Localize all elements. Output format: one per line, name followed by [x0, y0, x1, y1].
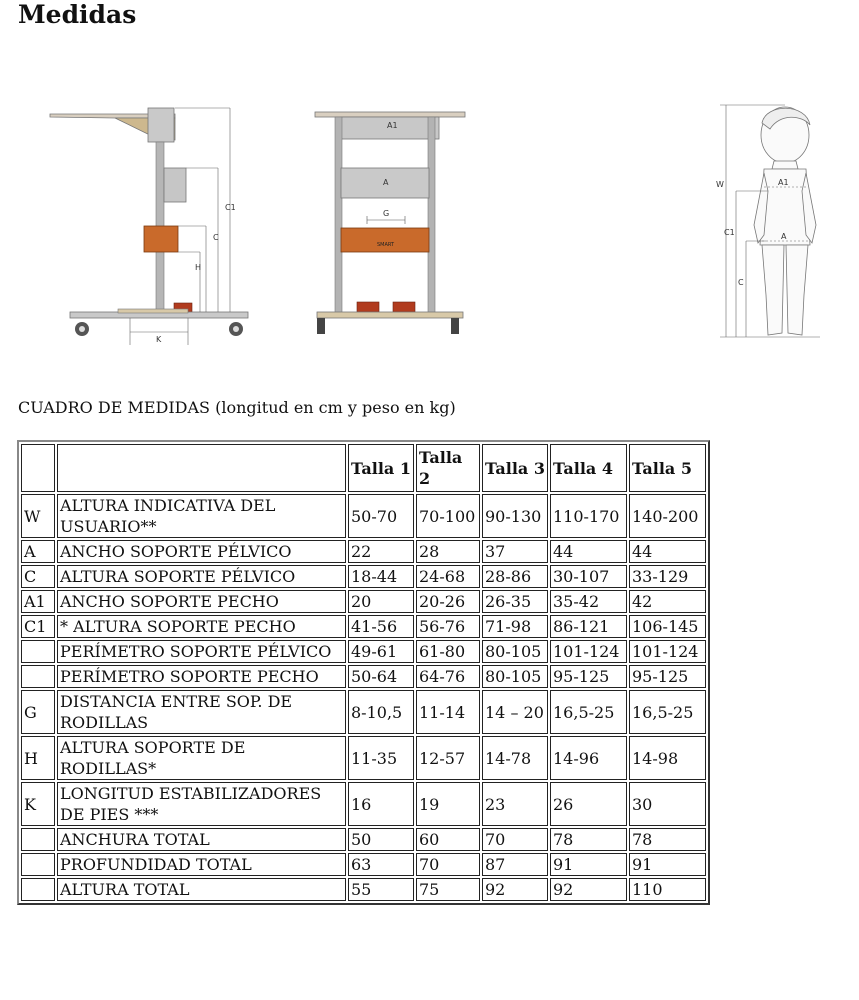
- dim-label-child-c: C: [738, 278, 744, 287]
- dim-label-h: H: [195, 263, 202, 272]
- table-caption: CUADRO DE MEDIDAS (longitud en cm y peso en kg): [18, 398, 456, 417]
- measures-table: [17, 440, 710, 905]
- header-talla-4: Talla 4: [550, 444, 627, 492]
- table-row: [21, 782, 706, 826]
- row-value-talla-4: 14-96: [550, 736, 627, 780]
- row-value-talla-3: 28-86: [482, 565, 548, 588]
- header-talla-3: Talla 3: [482, 444, 548, 492]
- row-value-talla-5: 33-129: [629, 565, 706, 588]
- row-name: PERÍMETRO SOPORTE PECHO: [57, 665, 346, 688]
- row-value-talla-5: 95-125: [629, 665, 706, 688]
- row-value-talla-5: 42: [629, 590, 706, 613]
- row-value-talla-2: 64-76: [416, 665, 480, 688]
- row-value-talla-3: 70: [482, 828, 548, 851]
- row-value-talla-2: 28: [416, 540, 480, 563]
- row-value-talla-2: 19: [416, 782, 480, 826]
- row-value-talla-1: 55: [348, 878, 414, 901]
- row-value-talla-5: 44: [629, 540, 706, 563]
- row-value-talla-1: 22: [348, 540, 414, 563]
- row-value-talla-4: 44: [550, 540, 627, 563]
- row-value-talla-1: 49-61: [348, 640, 414, 663]
- row-value-talla-3: 71-98: [482, 615, 548, 638]
- row-value-talla-3: 37: [482, 540, 548, 563]
- row-value-talla-3: 92: [482, 878, 548, 901]
- row-value-talla-2: 60: [416, 828, 480, 851]
- table-body: [21, 494, 706, 901]
- row-name: ANCHURA TOTAL: [57, 828, 346, 851]
- table-row: [21, 640, 706, 663]
- row-code: C1: [21, 615, 55, 638]
- row-name: PERÍMETRO SOPORTE PÉLVICO: [57, 640, 346, 663]
- row-value-talla-1: 16: [348, 782, 414, 826]
- row-name: ALTURA TOTAL: [57, 878, 346, 901]
- row-value-talla-2: 75: [416, 878, 480, 901]
- row-value-talla-4: 92: [550, 878, 627, 901]
- row-value-talla-5: 14-98: [629, 736, 706, 780]
- row-value-talla-4: 16,5-25: [550, 690, 627, 734]
- row-value-talla-4: 30-107: [550, 565, 627, 588]
- row-value-talla-3: 90-130: [482, 494, 548, 538]
- header-code: [21, 444, 55, 492]
- row-value-talla-1: 11-35: [348, 736, 414, 780]
- row-value-talla-2: 12-57: [416, 736, 480, 780]
- row-value-talla-1: 63: [348, 853, 414, 876]
- row-value-talla-2: 11-14: [416, 690, 480, 734]
- row-code: [21, 878, 55, 901]
- dim-label-k: K: [156, 335, 162, 344]
- row-value-talla-3: 14 – 20: [482, 690, 548, 734]
- row-value-talla-5: 78: [629, 828, 706, 851]
- row-code: W: [21, 494, 55, 538]
- row-value-talla-1: 50-64: [348, 665, 414, 688]
- row-code: A1: [21, 590, 55, 613]
- row-value-talla-2: 70-100: [416, 494, 480, 538]
- table-row: [21, 690, 706, 734]
- dim-label-a1: A1: [387, 121, 398, 130]
- row-value-talla-2: 56-76: [416, 615, 480, 638]
- row-code: [21, 640, 55, 663]
- table-row: [21, 736, 706, 780]
- table-row: [21, 665, 706, 688]
- row-value-talla-5: 140-200: [629, 494, 706, 538]
- row-value-talla-5: 16,5-25: [629, 690, 706, 734]
- row-value-talla-3: 14-78: [482, 736, 548, 780]
- row-code: [21, 665, 55, 688]
- row-name: ALTURA SOPORTE PÉLVICO: [57, 565, 346, 588]
- row-code: A: [21, 540, 55, 563]
- table-row: [21, 828, 706, 851]
- row-code: C: [21, 565, 55, 588]
- table-header-row: [21, 444, 706, 492]
- row-name: ANCHO SOPORTE PÉLVICO: [57, 540, 346, 563]
- row-value-talla-3: 87: [482, 853, 548, 876]
- row-value-talla-2: 24-68: [416, 565, 480, 588]
- row-value-talla-3: 80-105: [482, 640, 548, 663]
- header-talla-5: Talla 5: [629, 444, 706, 492]
- row-value-talla-3: 23: [482, 782, 548, 826]
- row-value-talla-1: 18-44: [348, 565, 414, 588]
- row-value-talla-1: 41-56: [348, 615, 414, 638]
- dim-label-child-c1: C1: [724, 228, 735, 237]
- row-value-talla-4: 26: [550, 782, 627, 826]
- row-value-talla-5: 91: [629, 853, 706, 876]
- dim-label-a: A: [383, 178, 389, 187]
- header-talla-1: Talla 1: [348, 444, 414, 492]
- table-row: [21, 540, 706, 563]
- row-code: K: [21, 782, 55, 826]
- table-row: [21, 494, 706, 538]
- page-title: Medidas: [18, 0, 137, 29]
- row-name: ALTURA INDICATIVA DEL USUARIO**: [57, 494, 346, 538]
- row-value-talla-2: 61-80: [416, 640, 480, 663]
- row-value-talla-4: 101-124: [550, 640, 627, 663]
- dim-label-child-a1: A1: [778, 178, 789, 187]
- row-value-talla-4: 95-125: [550, 665, 627, 688]
- row-value-talla-3: 26-35: [482, 590, 548, 613]
- row-value-talla-4: 35-42: [550, 590, 627, 613]
- row-value-talla-5: 106-145: [629, 615, 706, 638]
- dim-label-w: W: [716, 180, 724, 189]
- row-value-talla-4: 110-170: [550, 494, 627, 538]
- row-value-talla-3: 80-105: [482, 665, 548, 688]
- row-code: G: [21, 690, 55, 734]
- row-name: ALTURA SOPORTE DE RODILLAS*: [57, 736, 346, 780]
- dim-label-g: G: [383, 209, 390, 218]
- table-row: [21, 878, 706, 901]
- child-measurement-diagram: [710, 95, 830, 350]
- stander-front-view-diagram: [305, 100, 475, 345]
- row-name: PROFUNDIDAD TOTAL: [57, 853, 346, 876]
- row-value-talla-4: 78: [550, 828, 627, 851]
- dim-label-child-a: A: [781, 232, 787, 241]
- row-name: ANCHO SOPORTE PECHO: [57, 590, 346, 613]
- header-name: [57, 444, 346, 492]
- row-value-talla-1: 50-70: [348, 494, 414, 538]
- row-value-talla-5: 110: [629, 878, 706, 901]
- row-value-talla-4: 91: [550, 853, 627, 876]
- brand-label: SMART: [377, 242, 395, 248]
- row-name: * ALTURA SOPORTE PECHO: [57, 615, 346, 638]
- stander-side-view-diagram: [40, 100, 265, 345]
- row-name: LONGITUD ESTABILIZADORES DE PIES ***: [57, 782, 346, 826]
- table-row: [21, 853, 706, 876]
- row-value-talla-2: 20-26: [416, 590, 480, 613]
- row-code: H: [21, 736, 55, 780]
- row-value-talla-1: 50: [348, 828, 414, 851]
- row-value-talla-1: 20: [348, 590, 414, 613]
- row-code: [21, 828, 55, 851]
- row-value-talla-5: 101-124: [629, 640, 706, 663]
- row-value-talla-4: 86-121: [550, 615, 627, 638]
- table-row: [21, 565, 706, 588]
- dim-label-c1: C1: [225, 203, 236, 212]
- header-talla-2: Talla 2: [416, 444, 480, 492]
- row-name: DISTANCIA ENTRE SOP. DE RODILLAS: [57, 690, 346, 734]
- dim-label-c: C: [213, 233, 219, 242]
- table-row: [21, 615, 706, 638]
- row-code: [21, 853, 55, 876]
- row-value-talla-1: 8-10,5: [348, 690, 414, 734]
- row-value-talla-5: 30: [629, 782, 706, 826]
- table-row: [21, 590, 706, 613]
- row-value-talla-2: 70: [416, 853, 480, 876]
